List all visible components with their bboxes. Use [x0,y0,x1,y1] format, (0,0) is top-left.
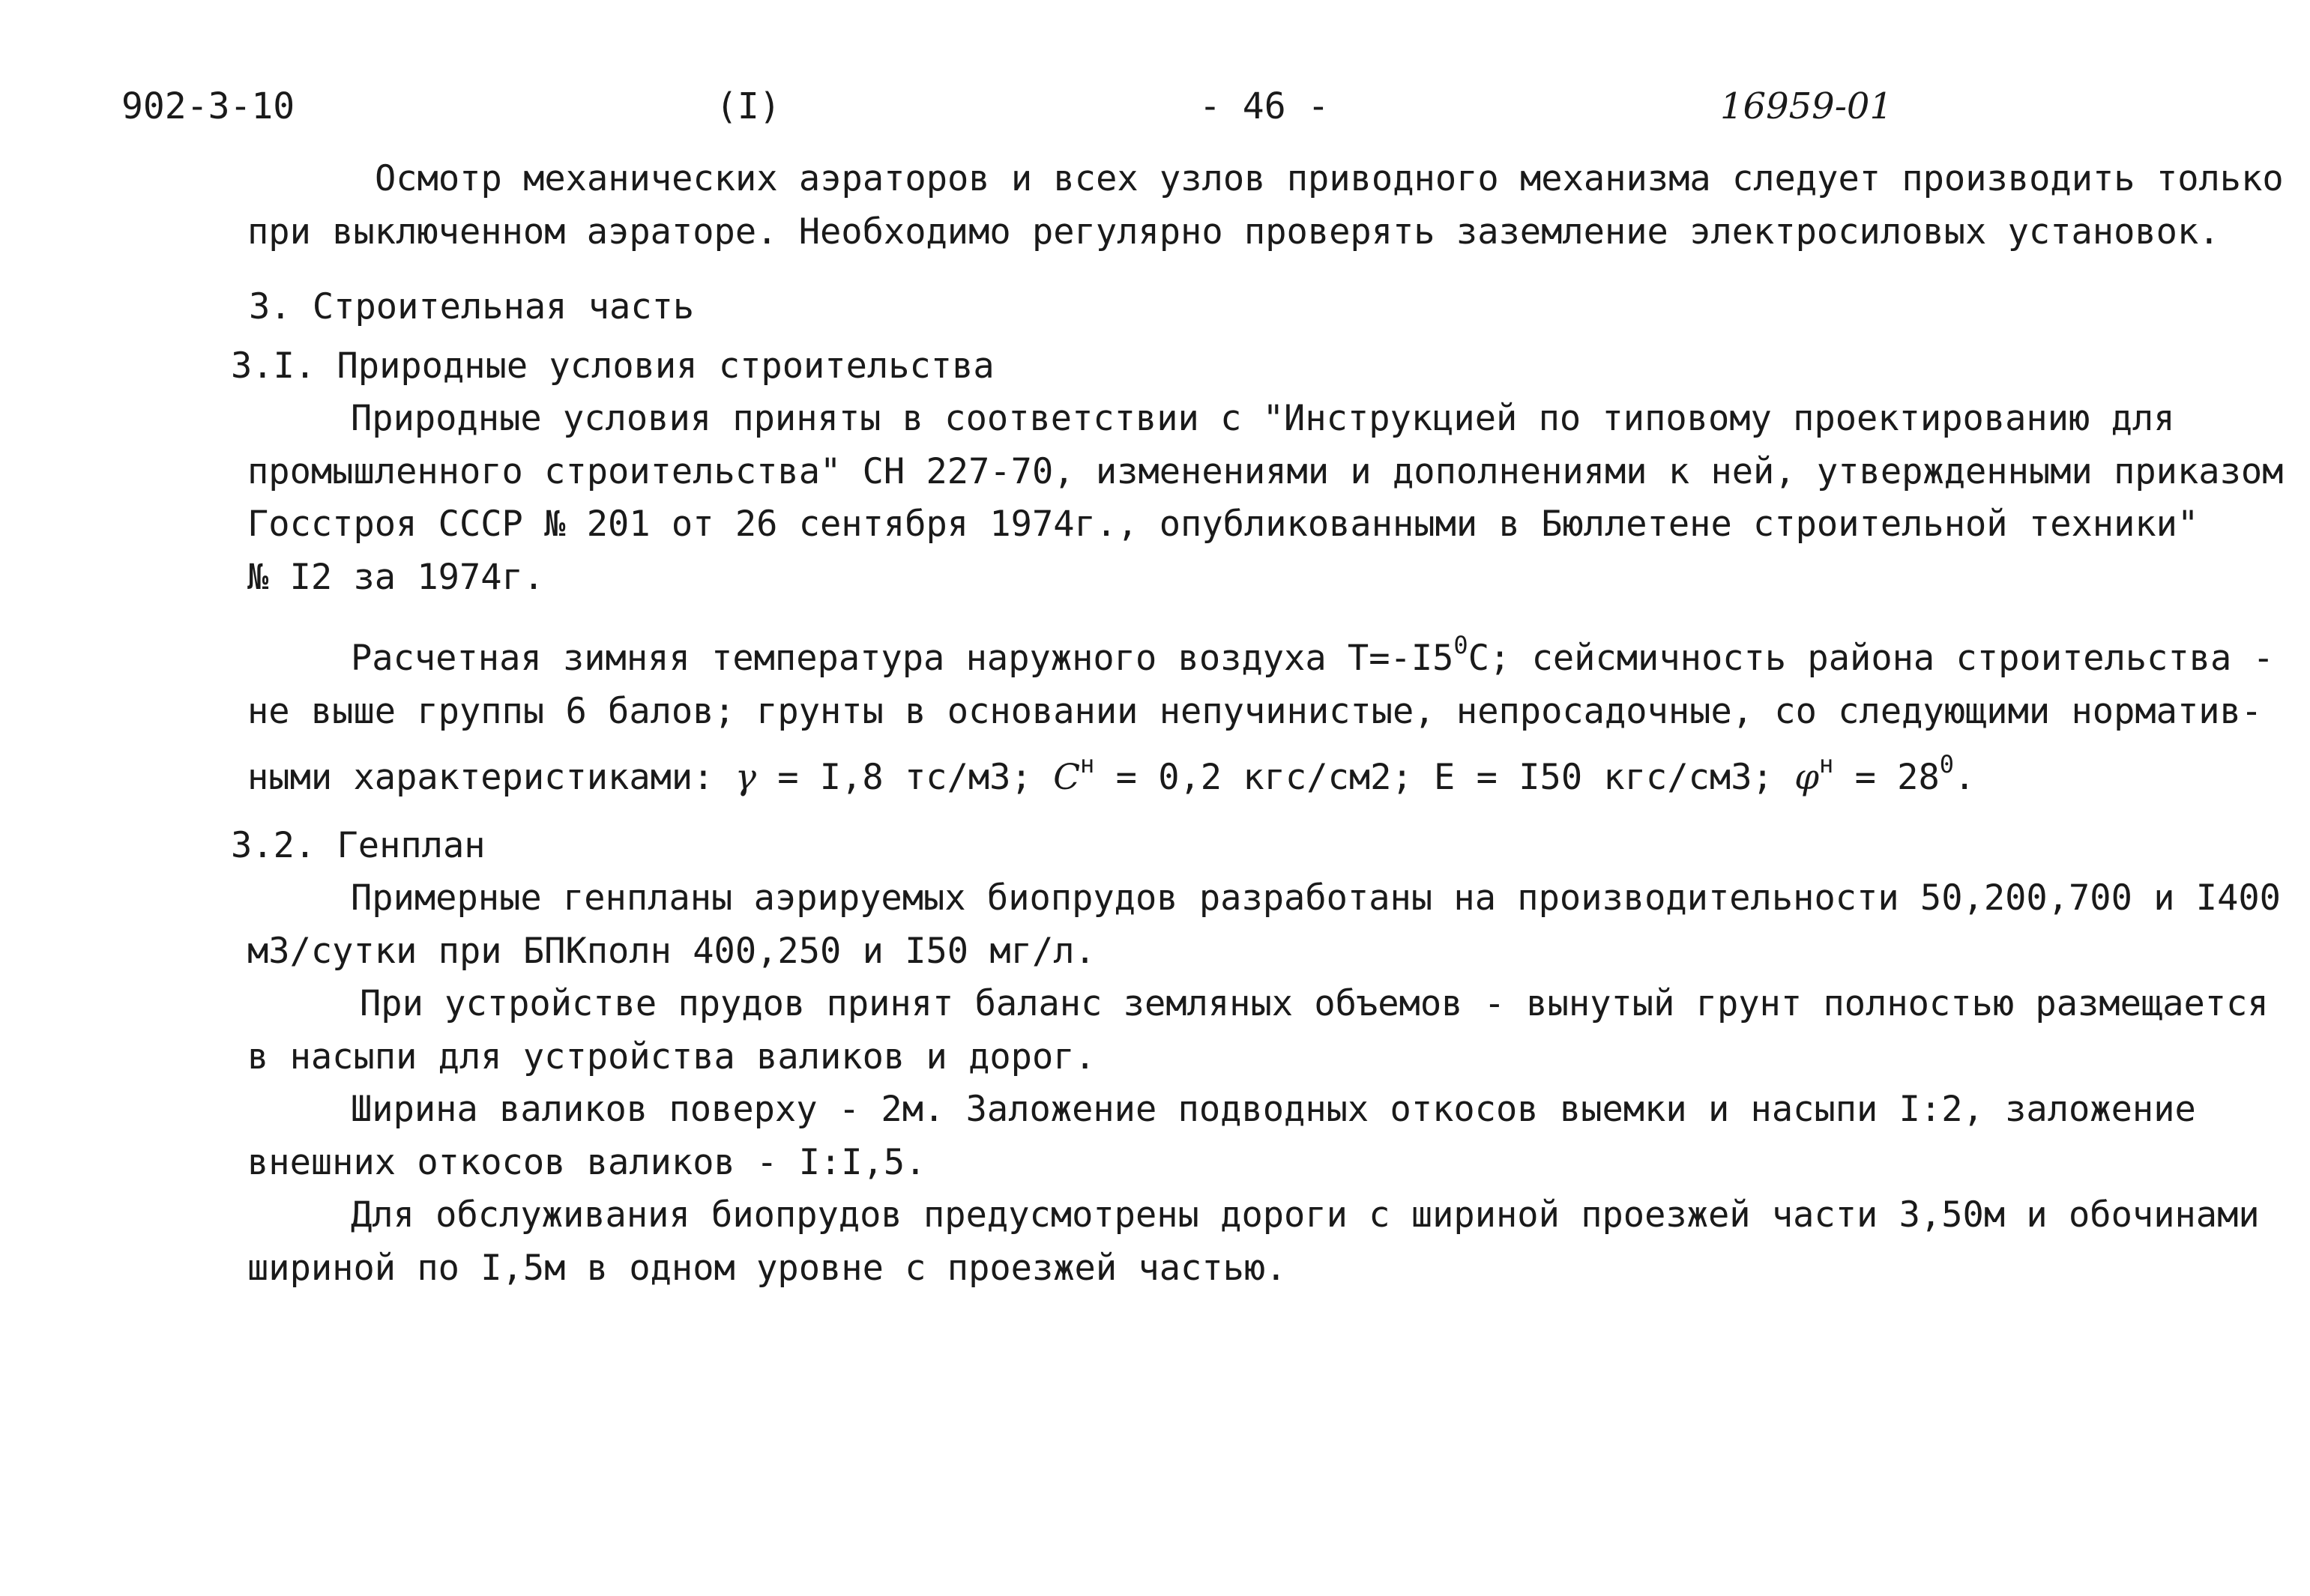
text-fragment: С; сейсмичность района строительства - [1468,638,2274,679]
text-line: Госстроя СССР № 201 от 26 сентября 1974г., опубликованными в Бюллетене строительной техники" [247,504,2199,545]
phi-sup: н [1819,750,1834,779]
page-number: - 46 - [1199,85,1330,127]
text-line [127,619,2274,686]
text-line: внешних откосов валиков - I:I,5. [247,1141,926,1183]
document-body [127,153,2284,1295]
subsection-heading-genplan: 3.2. Генплан [231,824,486,866]
text-line: При устройстве прудов принят баланс земляных объемов - вынутый грунт полностью размещается [360,983,2269,1024]
text-fragment: Расчетная зимняя температура наружного воздуха Т=-I5 [351,638,1454,679]
text-line: м3/сутки при БПКполн 400,250 и I50 мг/л. [247,930,1096,972]
section-heading-construction: 3. Строительная часть [249,286,695,327]
text-line: Природные условия приняты в соответствии с "Инструкцией по типовому проектированию для [351,398,2175,439]
text-fragment: . [1954,757,1976,798]
degree-sup: 0 [1453,631,1468,659]
text-line: Ширина валиков поверху - 2м. Заложение подводных откосов выемки и насыпи I:2, заложение [351,1089,2196,1130]
degree-sup: 0 [1939,750,1955,779]
paragraph-slopes [127,1083,2196,1189]
paragraph-natural-conditions [127,393,2284,604]
subsection-heading-conditions: 3.I. Природные условия строительства [231,345,995,387]
phi-symbol: φ [1794,757,1820,798]
sheet-number: (I) [716,85,781,127]
text-line: Для обслуживания биопрудов предусмотрены дороги с шириной проезжей части 3,50м и обочинами [351,1194,2260,1236]
text-line: № I2 за 1974г. [247,556,545,598]
text-fragment: ными характеристиками: [247,757,735,798]
gamma-symbol: γ [735,757,756,798]
c-sup: н [1080,750,1095,779]
text-line: промышленного строительства" СН 227-70, изменениями и дополнениями к ней, утвержденными приказом [247,450,2284,492]
text-line: Осмотр механических аэраторов и всех узлов приводного механизма следует производить только [375,158,2284,199]
c-symbol: C [1053,757,1081,798]
text-line: в насыпи для устройства валиков и дорог. [247,1036,1096,1077]
text-fragment: = 28 [1833,757,1940,798]
paragraph-design-temperature [127,619,2274,805]
text-fragment: = I,8 тс/м3; [756,757,1054,798]
text-line: Примерные генпланы аэрируемых биопрудов разработаны на производительности 50,200,700 и I400 [351,877,2281,919]
paragraph-roads [127,1189,2260,1295]
document-code: 902-3-10 [121,85,295,127]
text-line [127,738,2196,805]
paragraph-genplan [127,872,2281,978]
text-line: не выше группы 6 балов; грунты в основании непучинистые, непросадочные, со следующими норматив- [247,690,2263,732]
paragraph-earth-balance [127,978,2269,1083]
text-fragment: = 0,2 кгс/см2; Е = I50 кгс/см3; [1094,757,1795,798]
paragraph-inspection [127,153,2284,259]
album-number: 16959-01 [1720,85,1893,127]
text-line: при выключенном аэраторе. Необходимо регулярно проверять заземление электросиловых установок. [247,211,2220,253]
text-line: шириной по I,5м в одном уровне с проезжей частью. [247,1247,1287,1289]
